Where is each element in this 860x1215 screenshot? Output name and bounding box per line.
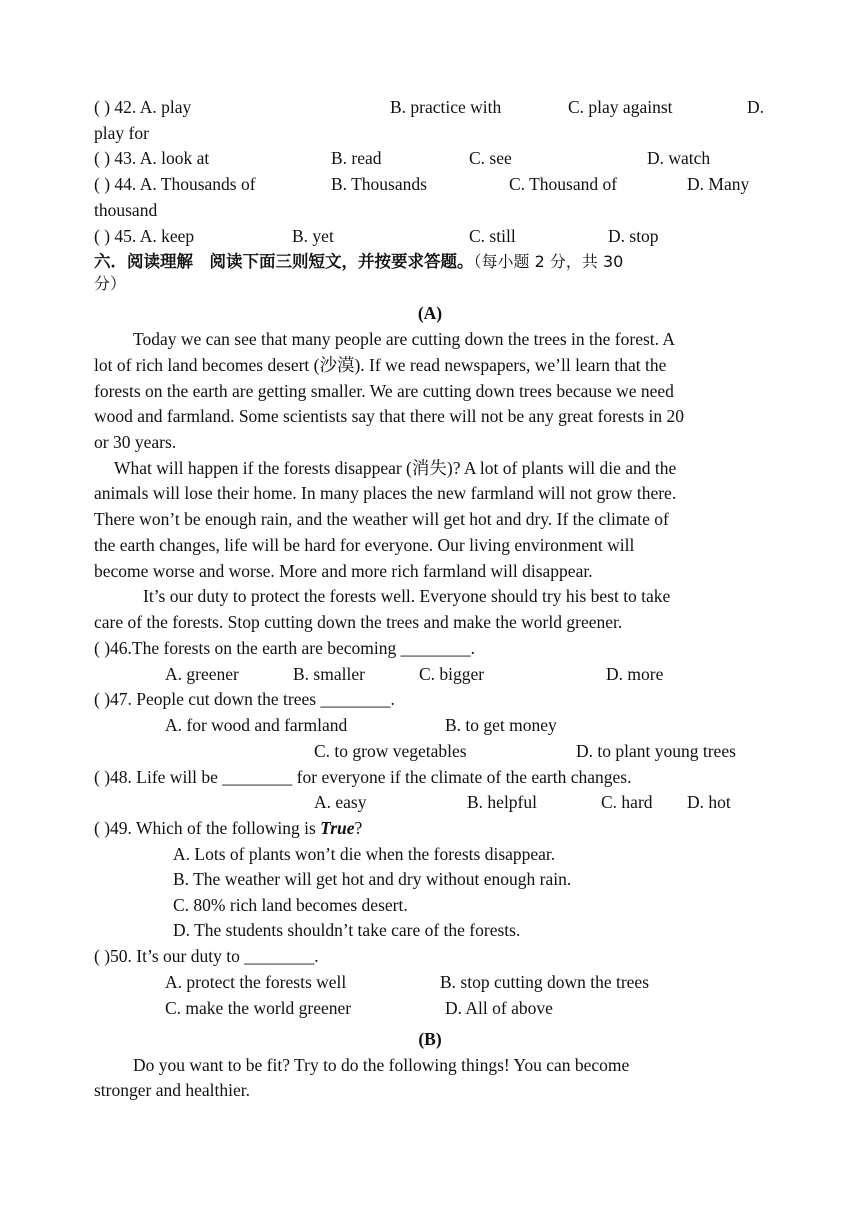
q49-stem-emphasis: True: [320, 818, 355, 838]
passage-a-line: It’s our duty to protect the forests well. Everyone should try his best to take: [143, 586, 671, 606]
passage-a-line: Today we can see that many people are cutting down the trees in the forest. A: [133, 329, 676, 349]
q43-option-a: ( ) 43. A. look at: [94, 148, 210, 168]
q49-option-d: D. The students shouldn’t take care of the forests.: [173, 920, 521, 940]
passage-a-line: care of the forests. Stop cutting down the trees and make the world greener.: [94, 612, 623, 632]
q49-option-b: B. The weather will get hot and dry without enough rain.: [173, 869, 572, 889]
passage-b-label: (B): [418, 1029, 442, 1049]
q44-option-d: D. Many: [687, 174, 750, 194]
q42-option-d-cont: play for: [94, 123, 149, 143]
q49-option-c: C. 80% rich land becomes desert.: [173, 895, 408, 915]
q46-option-d: D. more: [606, 664, 664, 684]
q44-option-b: B. Thousands: [331, 174, 427, 194]
q47-stem: ( )47. People cut down the trees ________.: [94, 689, 395, 709]
q44-option-a: ( ) 44. A. Thousands of: [94, 174, 256, 194]
passage-a-line: lot of rich land becomes desert (沙漠). If we read newspapers, we’ll learn that the: [94, 355, 667, 375]
q44-option-d-cont: thousand: [94, 200, 158, 220]
q46-option-a: A. greener: [165, 664, 239, 684]
q43-option-c: C. see: [469, 148, 512, 168]
q48-stem: ( )48. Life will be ________ for everyone if the climate of the earth changes.: [94, 767, 632, 787]
passage-b-line: stronger and healthier.: [94, 1080, 250, 1100]
q45-option-b: B. yet: [292, 226, 334, 246]
q49-option-a: A. Lots of plants won’t die when the forests disappear.: [173, 844, 556, 864]
q50-stem: ( )50. It’s our duty to ________.: [94, 946, 319, 966]
q48-option-a: A. easy: [314, 792, 367, 812]
q46-option-b: B. smaller: [293, 664, 365, 684]
q49-stem-text: ( )49. Which of the following is: [94, 818, 321, 838]
q43-option-b: B. read: [331, 148, 382, 168]
passage-a-line: animals will lose their home. In many places the new farmland will not grow there.: [94, 483, 677, 503]
q48-option-b: B. helpful: [467, 792, 537, 812]
passage-a-line: forests on the earth are getting smaller. We are cutting down trees because we need: [94, 381, 674, 401]
q47-option-c: C. to grow vegetables: [314, 741, 467, 761]
q45-option-c: C. still: [469, 226, 516, 246]
q42-option-a: ( ) 42. A. play: [94, 97, 192, 117]
q48-option-c: C. hard: [601, 792, 653, 812]
passage-a-label: (A): [417, 303, 443, 323]
q47-option-d: D. to plant young trees: [576, 741, 736, 761]
section-score-note: （每小题 2 分，共 30: [473, 252, 624, 271]
q50-option-a: A. protect the forests well: [165, 972, 347, 992]
q49-stem-end: ?: [354, 818, 363, 838]
q50-option-d: D. All of above: [445, 998, 553, 1018]
q42-option-d: D.: [747, 97, 765, 117]
passage-a-line: or 30 years.: [94, 432, 177, 452]
passage-b-line: Do you want to be fit? Try to do the following things! You can become: [133, 1055, 630, 1075]
q45-option-d: D. stop: [608, 226, 659, 246]
q46-option-c: C. bigger: [419, 664, 485, 684]
q50-option-b: B. stop cutting down the trees: [440, 972, 650, 992]
q47-option-a: A. for wood and farmland: [165, 715, 348, 735]
q44-option-c: C. Thousand of: [509, 174, 618, 194]
q42-option-b: B. practice with: [390, 97, 502, 117]
section-heading: [94, 250, 623, 273]
q48-option-d: D. hot: [687, 792, 731, 812]
q42-option-c: C. play against: [568, 97, 673, 117]
passage-a-line: become worse and worse. More and more rich farmland will disappear.: [94, 561, 593, 581]
q50-option-c: C. make the world greener: [165, 998, 352, 1018]
passage-a-line: There won’t be enough rain, and the weather will get hot and dry. If the climate of: [94, 509, 669, 529]
passage-a-line: What will happen if the forests disappear (消失)? A lot of plants will die and the: [114, 458, 677, 478]
passage-a-line: wood and farmland. Some scientists say that there will not be any great forests in 20: [94, 406, 685, 426]
section-score-note-cont: 分）: [94, 274, 127, 293]
q46-stem: ( )46.The forests on the earth are becoming ________.: [94, 638, 475, 658]
q47-option-b: B. to get money: [445, 715, 557, 735]
q43-option-d: D. watch: [647, 148, 711, 168]
section-title: 六．阅读理解 阅读下面三则短文，并按要求答题。: [94, 252, 474, 271]
q49-stem: [94, 817, 362, 839]
q45-option-a: ( ) 45. A. keep: [94, 226, 195, 246]
passage-a-line: the earth changes, life will be hard for everyone. Our living environment will: [94, 535, 635, 555]
